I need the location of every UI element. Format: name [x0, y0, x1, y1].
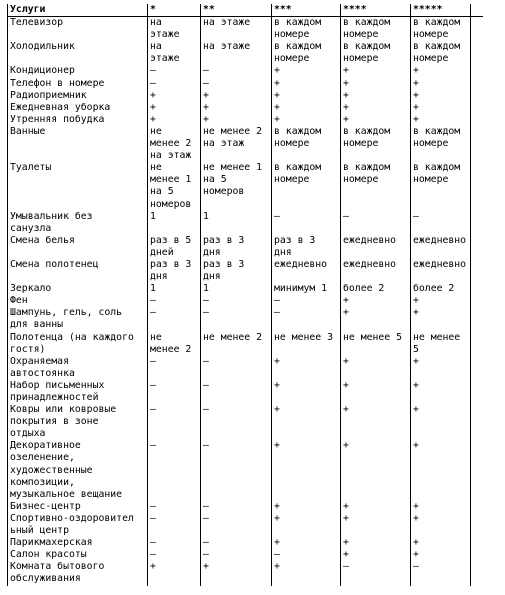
- table-row: [7, 102, 483, 114]
- cell-one-star: –: [147, 78, 200, 90]
- cell-one-star: –: [147, 295, 200, 307]
- cell-three-stars: ежедневно: [271, 259, 340, 283]
- cell-two-stars: на этаже: [200, 17, 271, 41]
- cell-two-stars: –: [200, 440, 271, 500]
- cell-four-stars: +: [340, 90, 410, 102]
- cell-two-stars: –: [200, 356, 271, 380]
- cell-three-stars: +: [271, 501, 340, 513]
- cell-two-stars: на этаже: [200, 41, 271, 65]
- cell-five-stars: в каждом номере: [410, 41, 471, 65]
- header-3-stars: ***: [271, 4, 340, 16]
- cell-three-stars: в каждом номере: [271, 162, 340, 210]
- cell-three-stars: +: [271, 440, 340, 500]
- cell-four-stars: +: [340, 114, 410, 126]
- cell-four-stars: +: [340, 78, 410, 90]
- cell-one-star: –: [147, 356, 200, 380]
- cell-five-stars: +: [410, 549, 471, 561]
- cell-three-stars: минимум 1: [271, 283, 340, 295]
- cell-four-stars: в каждом номере: [340, 162, 410, 210]
- table-row: [7, 162, 483, 210]
- cell-three-stars: не менее 3: [271, 332, 340, 356]
- cell-four-stars: ежедневно: [340, 259, 410, 283]
- cell-service-name: Декоративное озеленение, художественные композиции, музыкальное вещание: [7, 440, 147, 500]
- cell-one-star: –: [147, 513, 200, 537]
- cell-service-name: Охраняемая автостоянка: [7, 356, 147, 380]
- cell-three-stars: +: [271, 380, 340, 404]
- cell-service-name: Спортивно-оздоровител ьный центр: [7, 513, 147, 537]
- cell-three-stars: +: [271, 561, 340, 585]
- cell-four-stars: +: [340, 65, 410, 77]
- cell-three-stars: –: [271, 549, 340, 561]
- cell-five-stars: +: [410, 440, 471, 500]
- table-row: [7, 41, 483, 65]
- header-5-stars: *****: [410, 4, 471, 16]
- table-row: [7, 259, 483, 283]
- cell-service-name: Зеркало: [7, 283, 147, 295]
- table-row: [7, 404, 483, 440]
- cell-three-stars: +: [271, 404, 340, 440]
- cell-five-stars: +: [410, 356, 471, 380]
- table-row: [7, 440, 483, 500]
- cell-two-stars: –: [200, 404, 271, 440]
- services-table: [7, 4, 483, 586]
- cell-four-stars: в каждом номере: [340, 126, 410, 162]
- table-row: [7, 295, 483, 307]
- cell-one-star: раз в 3 дня: [147, 259, 200, 283]
- cell-four-stars: +: [340, 404, 410, 440]
- cell-two-stars: раз в 3 дня: [200, 259, 271, 283]
- cell-three-stars: +: [271, 537, 340, 549]
- table-row: [7, 549, 483, 561]
- cell-service-name: Парикмахерская: [7, 537, 147, 549]
- cell-four-stars: +: [340, 356, 410, 380]
- cell-two-stars: –: [200, 380, 271, 404]
- cell-four-stars: +: [340, 513, 410, 537]
- table-row: [7, 332, 483, 356]
- header-services: Услуги: [7, 4, 147, 16]
- cell-two-stars: –: [200, 65, 271, 77]
- cell-two-stars: +: [200, 102, 271, 114]
- cell-five-stars: более 2: [410, 283, 471, 295]
- cell-one-star: на этаже: [147, 17, 200, 41]
- cell-five-stars: +: [410, 78, 471, 90]
- cell-two-stars: раз в 3 дня: [200, 235, 271, 259]
- cell-five-stars: +: [410, 501, 471, 513]
- table-row: [7, 78, 483, 90]
- cell-one-star: –: [147, 537, 200, 549]
- cell-four-stars: в каждом номере: [340, 17, 410, 41]
- cell-service-name: Комната бытового обслуживания: [7, 561, 147, 585]
- cell-service-name: Бизнес-центр: [7, 501, 147, 513]
- cell-three-stars: –: [271, 295, 340, 307]
- cell-five-stars: –: [410, 211, 471, 235]
- cell-one-star: на этаже: [147, 41, 200, 65]
- table-row: [7, 380, 483, 404]
- cell-two-stars: не менее 2 на этаж: [200, 126, 271, 162]
- cell-five-stars: +: [410, 307, 471, 331]
- cell-service-name: Полотенца (на каждого гостя): [7, 332, 147, 356]
- cell-four-stars: +: [340, 307, 410, 331]
- cell-three-stars: +: [271, 356, 340, 380]
- cell-two-stars: –: [200, 513, 271, 537]
- cell-one-star: 1: [147, 283, 200, 295]
- header-2-stars: **: [200, 4, 271, 16]
- cell-five-stars: +: [410, 102, 471, 114]
- cell-one-star: –: [147, 65, 200, 77]
- cell-four-stars: в каждом номере: [340, 41, 410, 65]
- cell-four-stars: +: [340, 380, 410, 404]
- table-row: [7, 356, 483, 380]
- cell-three-stars: +: [271, 90, 340, 102]
- cell-service-name: Ковры или ковровые покрытия в зоне отдыха: [7, 404, 147, 440]
- cell-service-name: Набор письменных принадлежностей: [7, 380, 147, 404]
- cell-one-star: –: [147, 501, 200, 513]
- cell-service-name: Холодильник: [7, 41, 147, 65]
- cell-three-stars: +: [271, 513, 340, 537]
- cell-service-name: Фен: [7, 295, 147, 307]
- cell-three-stars: +: [271, 114, 340, 126]
- cell-service-name: Салон красоты: [7, 549, 147, 561]
- cell-three-stars: раз в 3 дня: [271, 235, 340, 259]
- cell-five-stars: +: [410, 537, 471, 549]
- table-body: [7, 17, 483, 585]
- cell-five-stars: –: [410, 561, 471, 585]
- cell-five-stars: не менее 5: [410, 332, 471, 356]
- header-4-stars: ****: [340, 4, 410, 16]
- cell-five-stars: в каждом номере: [410, 162, 471, 210]
- table-row: [7, 114, 483, 126]
- table-row: [7, 65, 483, 77]
- cell-one-star: +: [147, 114, 200, 126]
- cell-service-name: Смена полотенец: [7, 259, 147, 283]
- table-row: [7, 90, 483, 102]
- cell-one-star: не менее 1 на 5 номеров: [147, 162, 200, 210]
- cell-one-star: 1: [147, 211, 200, 235]
- table-row: [7, 501, 483, 513]
- cell-four-stars: –: [340, 561, 410, 585]
- cell-one-star: –: [147, 440, 200, 500]
- table-row: [7, 126, 483, 162]
- cell-two-stars: –: [200, 307, 271, 331]
- cell-service-name: Ванные: [7, 126, 147, 162]
- cell-three-stars: +: [271, 102, 340, 114]
- table-row: [7, 235, 483, 259]
- cell-service-name: Шампунь, гель, соль для ванны: [7, 307, 147, 331]
- cell-two-stars: не менее 1 на 5 номеров: [200, 162, 271, 210]
- header-1-star: *: [147, 4, 200, 16]
- cell-five-stars: +: [410, 513, 471, 537]
- cell-two-stars: 1: [200, 211, 271, 235]
- cell-service-name: Смена белья: [7, 235, 147, 259]
- cell-one-star: раз в 5 дней: [147, 235, 200, 259]
- cell-four-stars: +: [340, 102, 410, 114]
- cell-five-stars: в каждом номере: [410, 126, 471, 162]
- cell-three-stars: в каждом номере: [271, 17, 340, 41]
- table-row: [7, 211, 483, 235]
- cell-five-stars: +: [410, 404, 471, 440]
- cell-two-stars: –: [200, 549, 271, 561]
- cell-two-stars: –: [200, 501, 271, 513]
- cell-five-stars: +: [410, 90, 471, 102]
- cell-four-stars: не менее 5: [340, 332, 410, 356]
- cell-one-star: –: [147, 307, 200, 331]
- cell-four-stars: +: [340, 295, 410, 307]
- cell-two-stars: 1: [200, 283, 271, 295]
- cell-five-stars: +: [410, 295, 471, 307]
- cell-two-stars: не менее 2: [200, 332, 271, 356]
- cell-three-stars: +: [271, 78, 340, 90]
- cell-five-stars: ежедневно: [410, 259, 471, 283]
- cell-two-stars: –: [200, 537, 271, 549]
- cell-service-name: Умывальник без санузла: [7, 211, 147, 235]
- cell-four-stars: ежедневно: [340, 235, 410, 259]
- cell-four-stars: –: [340, 211, 410, 235]
- cell-four-stars: +: [340, 537, 410, 549]
- cell-service-name: Телефон в номере: [7, 78, 147, 90]
- table-row: [7, 17, 483, 41]
- cell-one-star: –: [147, 404, 200, 440]
- cell-two-stars: –: [200, 78, 271, 90]
- cell-four-stars: +: [340, 501, 410, 513]
- cell-two-stars: +: [200, 561, 271, 585]
- table-row: [7, 537, 483, 549]
- cell-service-name: Радиоприемник: [7, 90, 147, 102]
- cell-five-stars: ежедневно: [410, 235, 471, 259]
- cell-one-star: –: [147, 380, 200, 404]
- cell-service-name: Телевизор: [7, 17, 147, 41]
- cell-three-stars: –: [271, 211, 340, 235]
- cell-three-stars: в каждом номере: [271, 126, 340, 162]
- cell-one-star: +: [147, 90, 200, 102]
- cell-service-name: Утренняя побудка: [7, 114, 147, 126]
- cell-three-stars: +: [271, 65, 340, 77]
- cell-three-stars: в каждом номере: [271, 41, 340, 65]
- cell-one-star: не менее 2 на этаж: [147, 126, 200, 162]
- table-row: [7, 561, 483, 585]
- cell-one-star: не менее 2: [147, 332, 200, 356]
- cell-four-stars: более 2: [340, 283, 410, 295]
- cell-service-name: Туалеты: [7, 162, 147, 210]
- cell-five-stars: +: [410, 380, 471, 404]
- table-row: [7, 307, 483, 331]
- cell-four-stars: +: [340, 440, 410, 500]
- cell-one-star: +: [147, 102, 200, 114]
- table-row: [7, 283, 483, 295]
- cell-five-stars: +: [410, 114, 471, 126]
- cell-service-name: Кондиционер: [7, 65, 147, 77]
- cell-three-stars: –: [271, 307, 340, 331]
- table-header: [7, 4, 483, 17]
- cell-five-stars: +: [410, 65, 471, 77]
- cell-four-stars: +: [340, 549, 410, 561]
- cell-two-stars: +: [200, 114, 271, 126]
- cell-two-stars: –: [200, 295, 271, 307]
- cell-one-star: +: [147, 561, 200, 585]
- cell-service-name: Ежедневная уборка: [7, 102, 147, 114]
- cell-two-stars: +: [200, 90, 271, 102]
- cell-five-stars: в каждом номере: [410, 17, 471, 41]
- table-row: [7, 513, 483, 537]
- cell-one-star: –: [147, 549, 200, 561]
